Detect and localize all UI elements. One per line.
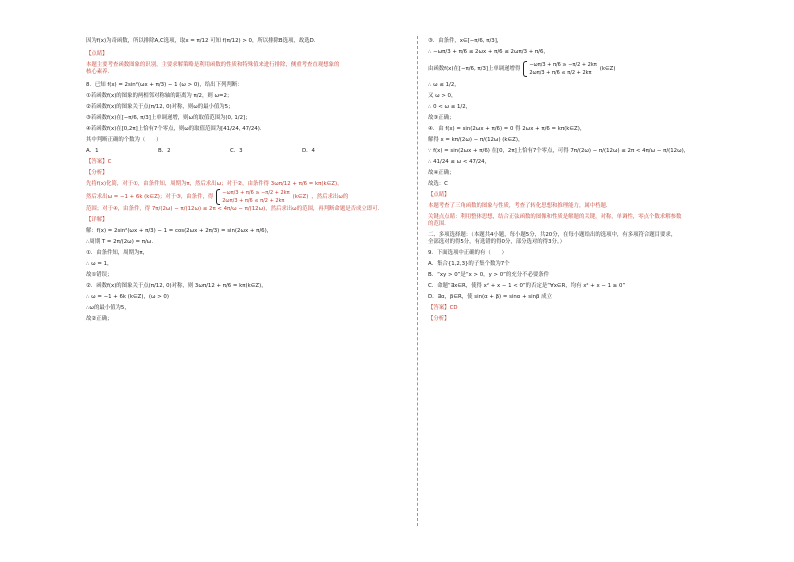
r-line-12: 故④正确；	[428, 170, 455, 176]
r-line-7: 故③正确；	[428, 115, 455, 121]
r-line-6: ∴ 0 < ω ≤ 1/2，	[428, 104, 472, 110]
q7-conclusion: 因为f(x)为奇函数，所以排除A,C选项，取x = π/12 可知 f(π/12) > 0，所以排除B选项，故选D.	[86, 38, 316, 44]
analysis-label: 【分析】	[86, 170, 108, 176]
r-line-2: ∴ −ωπ/3 + π/6 ≤ 2ωx + π/6 ≤ 2ωπ/3 + π/6，	[428, 49, 549, 55]
q8-option-a: A．1	[86, 148, 99, 154]
r-line-1: ③．由条件，x∈[−π/6, π/3]，	[428, 38, 503, 44]
r-line-3: 由函数f(x)在[−π/6, π/3]上单调递增得 −ωπ/3 + π/6 ≥ −π/2 + 2kπ 2ωπ/3 + π/6 ≤ π/2 + 2kπ (k∈Z)	[428, 62, 616, 76]
point-label: 【点睛】	[86, 51, 108, 57]
q9-option-b: B．“xy > 0”是“x > 0，y > 0”的充分不必要条件	[428, 272, 550, 278]
left-column	[86, 38, 406, 323]
q8-option-c: C．3	[230, 148, 243, 154]
analysis-system: −ωπ/3 + π/6 ≥ −π/2 + 2kπ 2ωπ/3 + π/6 ≤ π/2 + 2kπ	[216, 189, 289, 205]
q8-options	[86, 148, 406, 155]
r-point-1: 本题考查了三角函数的图象与性质，考查了转化思想和推理能力，属中档题.	[428, 203, 608, 209]
r-line-9: 解得 x = kπ/(2ω) − π/(12ω) (k∈Z)，	[428, 137, 524, 143]
q9-option-a: A．集合{1,2,3}的子集个数为7个	[428, 261, 510, 267]
r-line-13: 故选：C	[428, 181, 448, 187]
q8-statement-2: ②若函数f(x)的图象关于点(π/12, 0)对称，则ω的最小值为5；	[86, 104, 234, 110]
r-line-5: 又 ω > 0，	[428, 93, 457, 99]
r-line-11: ∴ 41/24 ≤ ω < 47/24，	[428, 159, 491, 165]
q8-stem: 8．已知 f(x) = 2sin²(ωx + π/3) − 1 (ω > 0)，给出下列判断：	[86, 82, 243, 88]
q8-option-b: B．2	[158, 148, 171, 154]
detail-line-5: 故①错误；	[86, 272, 113, 278]
q9-answer: 【答案】CD	[428, 305, 458, 311]
section2-heading-1: 二、多项选择题：（本题共4小题，每小题5分，共20分，在每小题给出的选项中，有多项符合题目要求，	[428, 232, 677, 238]
detail-line-4: ∴ ω = 1，	[86, 261, 113, 267]
detail-label: 【详解】	[86, 217, 108, 223]
q9-analysis-label: 【分析】	[428, 316, 450, 322]
q8-statement-1: ①若函数f(x)的图象的两相邻对称轴的距离为 π/2，则 ω=2；	[86, 93, 233, 99]
right-column	[428, 38, 734, 323]
analysis-line-3: 范围；对于④，由条件，得 7π/(2ω) − π/(12ω) ≤ 2π < 4π/ω − π/(12ω)，然后求出ω的范围，再判断命题是否成立即可.	[86, 206, 380, 212]
q9-stem: 9．下面选项中正确的有（ ）	[428, 250, 507, 256]
r-point-label: 【点睛】	[428, 192, 450, 198]
column-divider	[417, 36, 418, 526]
analysis-line-1: 先将f(x)化简，对于①，由条件知，周期为π，然后求出ω；对于②，由条件得 3ωπ/12 + π/6 = kπ(k∈Z)，	[86, 181, 343, 187]
q8-answer: 【答案】C	[86, 159, 112, 165]
detail-line-1: 解：f(x) = 2sin²(ωx + π/3) − 1 = cos(2ωx + 2π/3) = sin(2ωx + π/6)，	[86, 228, 273, 234]
section2-heading-2: 全部选对的得5分，有选错的得0分，部分选对的得3分。）	[428, 239, 565, 245]
q8-statement-3: ③若函数f(x)在[−π/6, π/3]上单调递增，则ω的取值范围为(0, 1/2]；	[86, 115, 251, 121]
q9-option-d: D．∃α，β∈R，使 sin(α + β) = sinα + sinβ 成立	[428, 294, 552, 300]
detail-line-8: ∴ω的最小值为5，	[86, 305, 130, 311]
q9-option-c: C．命题“∃x∈R，使得 x² + x − 1 < 0”的否定是“∀x∈R，均有 x² + x − 1 ≥ 0”	[428, 283, 626, 289]
r-line-10: ∵ f(x) = sin(2ωx + π/6) 在[0，2π]上恰有7个零点，可得 7π/(2ω) − π/(12ω) ≤ 2π < 4π/ω − π/(12ω)，	[428, 148, 690, 154]
detail-line-6: ②．函数f(x)的图象关于点(π/12, 0)对称，则 3ωπ/12 + π/6 = kπ(k∈Z)，	[86, 283, 267, 289]
r-point-3: 的范围.	[428, 221, 446, 227]
q8-ask: 其中判断正确的个数为（ ）	[86, 137, 162, 143]
r-line-8: ④．由 f(x) = sin(2ωx + π/6) = 0 得 2ωx + π/6 = kπ(k∈Z)，	[428, 126, 586, 132]
detail-line-2: ∴周期 T = 2π/(2ω) = π/ω.	[86, 239, 154, 245]
detail-line-3: ①．由条件知，周期为π，	[86, 250, 148, 256]
analysis-line-2: 然后求出ω = −1 + 6k (k∈Z)；对于③，由条件，得 −ωπ/3 + π/6 ≥ −π/2 + 2kπ 2ωπ/3 + π/6 ≤ π/2 + 2kπ (k∈Z) ，然后求出ω的	[86, 190, 349, 204]
r-point-2: 关键点点睛：利用整体思想，结合正弦函数的图像和性质是解题的关键，对称，单调性，零点个数求解参数	[428, 214, 682, 220]
detail-line-7: ∴ ω = −1 + 6k (k∈Z)，(ω > 0)	[86, 294, 169, 300]
q8-statement-4: ④若函数f(x)在[0,2π]上恰有7个零点，则ω的取值范围为[41/24, 47/24).	[86, 126, 262, 132]
q8-option-d: D．4	[302, 148, 315, 154]
monotonic-system: −ωπ/3 + π/6 ≥ −π/2 + 2kπ 2ωπ/3 + π/6 ≤ π/2 + 2kπ	[523, 61, 596, 77]
r-line-4: ∴ ω ≤ 1/2，	[428, 82, 460, 88]
detail-line-9: 故②正确；	[86, 316, 113, 322]
point-text-1: 本题主要考查函数图象的识别，主要求解策略是利用函数的性质和特殊值来进行排除，侧重考查直观想象的	[86, 62, 340, 68]
point-text-2: 核心素养.	[86, 69, 110, 75]
